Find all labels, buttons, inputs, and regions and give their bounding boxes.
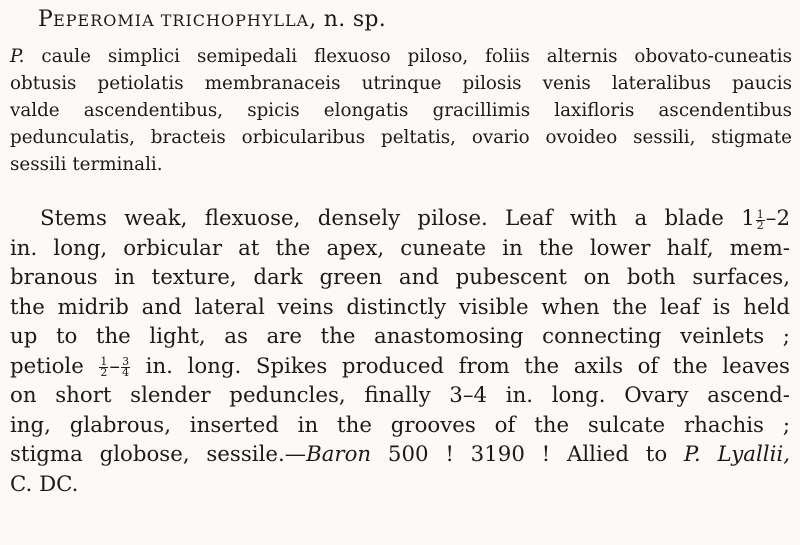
english-line-9 [10,440,790,470]
latin-line-3: valde ascendentibus, spicis elongatis gracillimis laxifloris ascendentibus [10,100,792,121]
latin-line-5: sessili terminali. [10,154,163,175]
english-line-1-text: Stems weak, flexuose, densely pilose. Leaf with a blade 1 [40,206,755,231]
english-line-9-start: stigma globose, sessile.— [10,442,307,467]
fraction-numerator: 1 [756,207,764,221]
latin-line-1-text: caule simplici semipedali flexuoso piloso, foliis alternis obovato-cuneatis [24,46,792,67]
english-line-1-end: –2 [765,206,790,231]
latin-line-1 [10,43,792,70]
fraction-denominator: 4 [122,366,130,380]
english-line-1 [10,204,790,234]
fraction-denominator: 2 [756,218,764,232]
english-line-2: in. long, orbicular at the apex, cuneate in the lower half, mem- [10,235,790,261]
heading-smallcaps: EPEROMIA TRICHOPHYLLA [53,11,310,30]
fraction-numerator: 3 [122,355,130,369]
latin-line-2: obtusis petiolatis membranaceis utrinque pilosis venis lateralibus paucis [10,73,792,94]
heading-initial: P [38,7,54,32]
english-line-6-start: petiole [10,353,99,379]
fraction-half [756,207,765,232]
english-line-6 [10,352,790,382]
fraction-numerator: 1 [100,355,108,369]
english-line-4: the midrib and lateral veins distinctly visible when the leaf is held [10,294,790,320]
fraction-three-quarters [121,357,130,378]
english-line-7: on short slender peduncles, finally 3–4 in. long. Ovary ascend- [10,383,790,408]
english-line-6-end: in. long. Spikes produced from the axils of the leaves [131,353,790,379]
species-heading [38,7,386,32]
genus-abbrev: P. [10,46,25,67]
fraction-one-half [99,357,108,378]
collector-name: Baron [306,442,372,467]
latin-line-4: pedunculatis, bracteis orbicularibus peltatis, ovario ovoideo sessili, stigmate [10,127,792,148]
latin-diagnosis [10,43,792,178]
english-line-8: ing, glabrous, inserted in the grooves of the sulcate rhachis ; [10,412,790,438]
english-line-10: C. DC. [10,471,79,497]
heading-suffix: , n. sp. [309,7,387,32]
english-line-3: branous in texture, dark green and pubescent on both surfaces, [10,265,790,290]
english-description [10,204,790,499]
allied-species: P. Lyallii, [683,442,790,467]
fraction-denominator: 2 [100,366,108,380]
range-dash: – [109,353,121,379]
english-line-9-mid: 500 ! 3190 ! Allied to [371,442,684,467]
english-line-5: up to the light, as are the anastomosing connecting veinlets ; [10,324,790,349]
